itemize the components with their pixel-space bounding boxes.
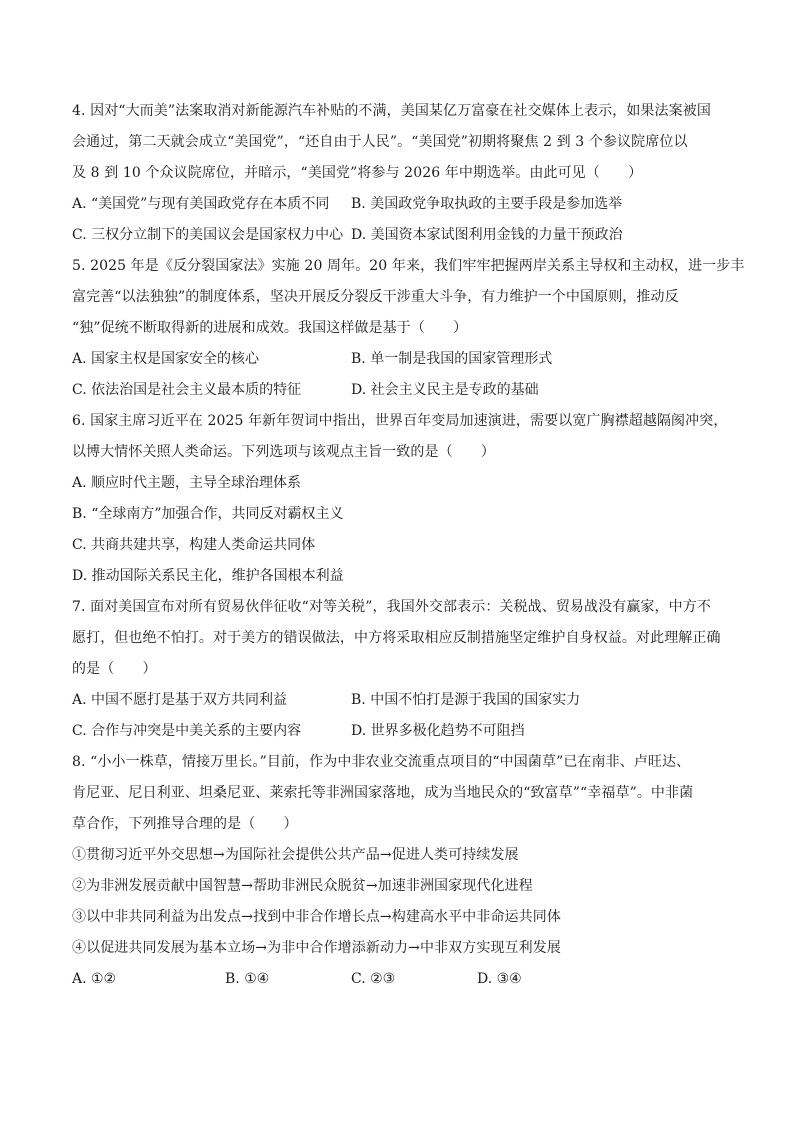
statement-item: ③以中非共同利益为出发点→找到中非合作增长点→构建高水平中非命运共同体 <box>72 909 561 925</box>
question-stem-line: 4. 因对“大而美”法案取消对新能源汽车补贴的不满，美国某亿万富豪在社交媒体上表示，如果法案被国 <box>72 103 711 119</box>
option-b[interactable]: B. ①④ <box>225 971 270 987</box>
option-d[interactable]: D. 世界多极化趋势不可阻挡 <box>351 723 525 739</box>
option-a[interactable]: A. 顺应时代主题，主导全球治理体系 <box>72 475 302 491</box>
question-stem-line: 以博大情怀关照人类命运。下列选项与该观点主旨一致的是（ ） <box>72 444 495 460</box>
option-row <box>72 220 722 251</box>
option-row <box>72 685 722 716</box>
question-stem-line: 肯尼亚、尼日利亚、坦桑尼亚、莱索托等非洲国家落地，成为当地民众的“致富草”“幸福草”。中非菌 <box>72 785 694 801</box>
option-row <box>72 375 722 406</box>
question-stem-line: 8. “小小一株草，情接万里长。”目前，作为中非农业交流重点项目的“中国菌草”已在南非、卢旺达、 <box>72 754 691 770</box>
option-c[interactable]: C. 合作与冲突是中美关系的主要内容 <box>72 723 302 739</box>
option-row <box>72 189 722 220</box>
option-a[interactable]: A. ①② <box>72 971 117 987</box>
option-row <box>72 344 722 375</box>
question-stem-line: 7. 面对美国宣布对所有贸易伙伴征收“对等关税”，我国外交部表示：关税战、贸易战没有赢家，中方不 <box>72 599 711 615</box>
question-stem-line: 5. 2025 年是《反分裂国家法》实施 20 周年。20 年来，我们牢牢把握两岸关系主导权和主动权，进一步丰 <box>72 258 745 274</box>
question-stem-line: 愿打，但也绝不怕打。对于美方的错误做法，中方将采取相应反制措施坚定维护自身权益。对此理解正确 <box>72 630 721 646</box>
option-a[interactable]: A. 国家主权是国家安全的核心 <box>72 351 260 367</box>
option-c[interactable]: C. 依法治国是社会主义最本质的特征 <box>72 382 302 398</box>
option-a[interactable]: A. “美国党”与现有美国政党存在本质不同 <box>72 196 330 212</box>
question-stem-line: 的是（ ） <box>72 661 157 677</box>
question-stem-line: “独”促统不断取得新的进展和成效。我国这样做是基于（ ） <box>72 320 468 336</box>
question-7 <box>72 592 722 747</box>
statement-item: ①贯彻习近平外交思想→为国际社会提供公共产品→促进人类可持续发展 <box>72 847 519 863</box>
question-8 <box>72 747 722 995</box>
question-stem-line: 草合作，下列推导合理的是（ ） <box>72 816 298 832</box>
option-d[interactable]: D. 美国资本家试图利用金钱的力量干预政治 <box>351 227 623 243</box>
exam-page <box>72 96 745 995</box>
question-stem-line: 会通过，第二天就会成立“美国党”，“还自由于人民”。“美国党”初期将聚焦 2 到 3 个参议院席位以 <box>72 134 688 150</box>
question-stem-line: 富完善“以法独独”的制度体系，坚决开展反分裂反干涉重大斗争，有力维护一个中国原则，推动反 <box>72 289 679 305</box>
question-stem-line: 6. 国家主席习近平在 2025 年新年贺词中指出，世界百年变局加速演进，需要以宽广胸襟超越隔阂冲突， <box>72 413 728 429</box>
option-row <box>72 716 722 747</box>
option-d[interactable]: D. ③④ <box>477 971 522 987</box>
option-c[interactable]: C. 三权分立制下的美国议会是国家权力中心 <box>72 227 344 243</box>
option-d[interactable]: D. 社会主义民主是专政的基础 <box>351 382 539 398</box>
option-d[interactable]: D. 推动国际关系民主化，维护各国根本利益 <box>72 568 344 584</box>
option-b[interactable]: B. 中国不怕打是源于我国的国家实力 <box>351 692 581 708</box>
option-b[interactable]: B. “全球南方”加强合作，共同反对霸权主义 <box>72 506 344 522</box>
option-b[interactable]: B. 美国政党争取执政的主要手段是参加选举 <box>351 196 623 212</box>
option-row <box>72 964 722 995</box>
option-c[interactable]: C. ②③ <box>351 971 396 987</box>
option-c[interactable]: C. 共商共建共享，构建人类命运共同体 <box>72 537 316 553</box>
question-6 <box>72 406 728 592</box>
option-a[interactable]: A. 中国不愿打是基于双方共同利益 <box>72 692 288 708</box>
statement-item: ④以促进共同发展为基本立场→为非中合作增添新动力→中非双方实现互利发展 <box>72 940 561 956</box>
statement-item: ②为非洲发展贡献中国智慧→帮助非洲民众脱贫→加速非洲国家现代化进程 <box>72 878 533 894</box>
question-stem-line: 及 8 到 10 个众议院席位，并暗示，“美国党”将参与 2026 年中期选举。由此可见（ ） <box>72 165 643 181</box>
option-b[interactable]: B. 单一制是我国的国家管理形式 <box>351 351 553 367</box>
question-5 <box>72 251 745 406</box>
question-4 <box>72 96 722 251</box>
